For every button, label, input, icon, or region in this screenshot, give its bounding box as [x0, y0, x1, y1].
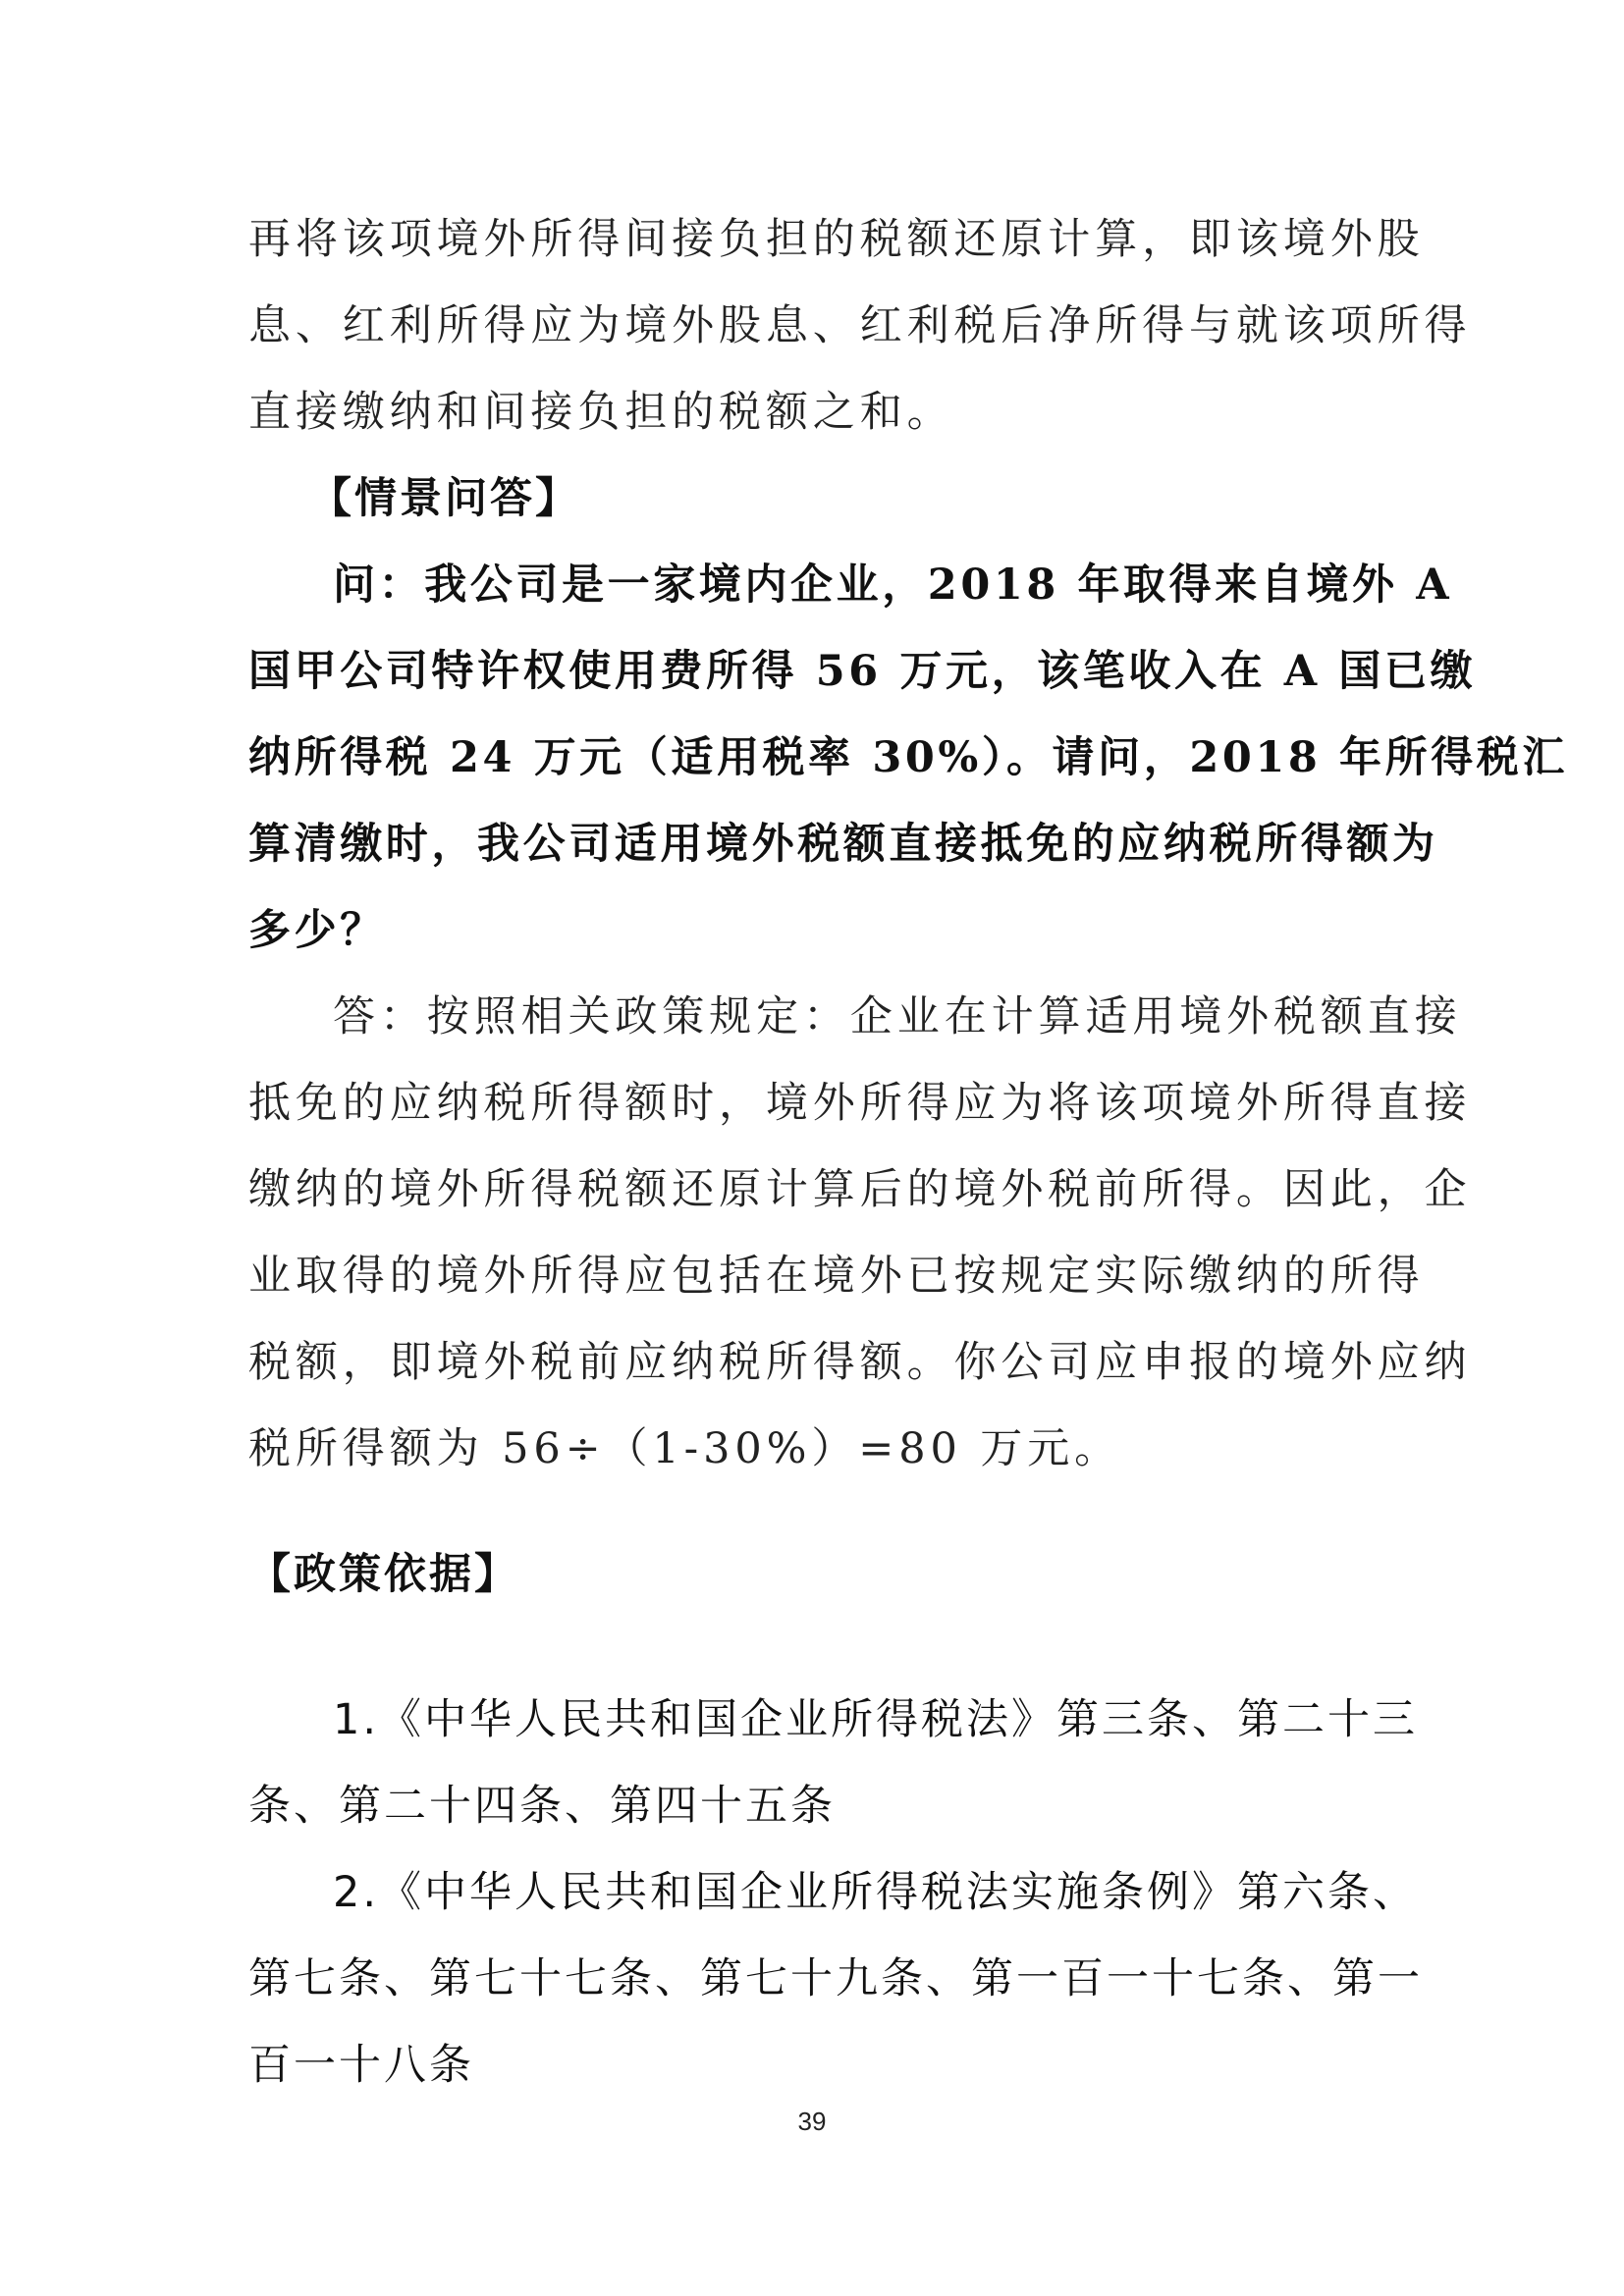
paragraph-line: 直接缴纳和间接负担的税额之和。 [248, 388, 954, 437]
policy-line: 条、第二十四条、第四十五条 [248, 1782, 836, 1831]
answer-line: 税额，即境外税前应纳税所得额。你公司应申报的境外应纳 [248, 1338, 1472, 1387]
question-line: 国甲公司特许权使用费所得 56 万元，该笔收入在 A 国已缴 [248, 647, 1477, 696]
answer-paragraph [248, 974, 1472, 1492]
question-line: 纳所得税 24 万元（适用税率 30%）。请问，2018 年所得税汇 [248, 733, 1568, 782]
answer-line: 税所得额为 56÷（1-30%）=80 万元。 [248, 1424, 1121, 1473]
answer-line: 抵免的应纳税所得额时，境外所得应为将该项境外所得直接 [248, 1079, 1472, 1128]
answer-line: 缴纳的境外所得税额还原计算后的境外税前所得。因此，企 [248, 1165, 1472, 1214]
answer-line: 业取得的境外所得应包括在境外已按规定实际缴纳的所得 [248, 1252, 1425, 1301]
paragraph-line: 再将该项境外所得间接负担的税额还原计算，即该境外股 [248, 215, 1425, 264]
policy-line: 第七条、第七十七条、第七十九条、第一百一十七条、第一 [248, 1954, 1423, 2003]
question-paragraph [248, 542, 1568, 974]
paragraph-line: 息、红利所得应为境外股息、红利税后净所得与就该项所得 [248, 301, 1472, 350]
question-line: 算清缴时，我公司适用境外税额直接抵免的应纳税所得额为 [248, 820, 1438, 869]
question-line: 多少？ [248, 906, 386, 955]
spacer [248, 1492, 1387, 1531]
policy-item-1 [248, 1677, 1419, 1849]
scenario-heading: 【情景问答】 [309, 474, 580, 523]
question-line: 问：我公司是一家境内企业，2018 年取得来自境外 A [333, 561, 1453, 610]
policy-item-2 [248, 1849, 1423, 2109]
document-page [248, 196, 1568, 2109]
page-number: 39 [797, 2107, 827, 2136]
policy-line: 2.《中华人民共和国企业所得税法实施条例》第六条、 [333, 1868, 1419, 1917]
answer-line: 答：按照相关政策规定：企业在计算适用境外税额直接 [333, 992, 1462, 1041]
intro-paragraph [248, 196, 1472, 455]
policy-line: 1.《中华人民共和国企业所得税法》第三条、第二十三 [333, 1695, 1419, 1744]
policy-heading: 【政策依据】 [248, 1550, 519, 1599]
spacer [248, 1618, 1387, 1677]
policy-line: 百一十八条 [248, 2041, 474, 2090]
